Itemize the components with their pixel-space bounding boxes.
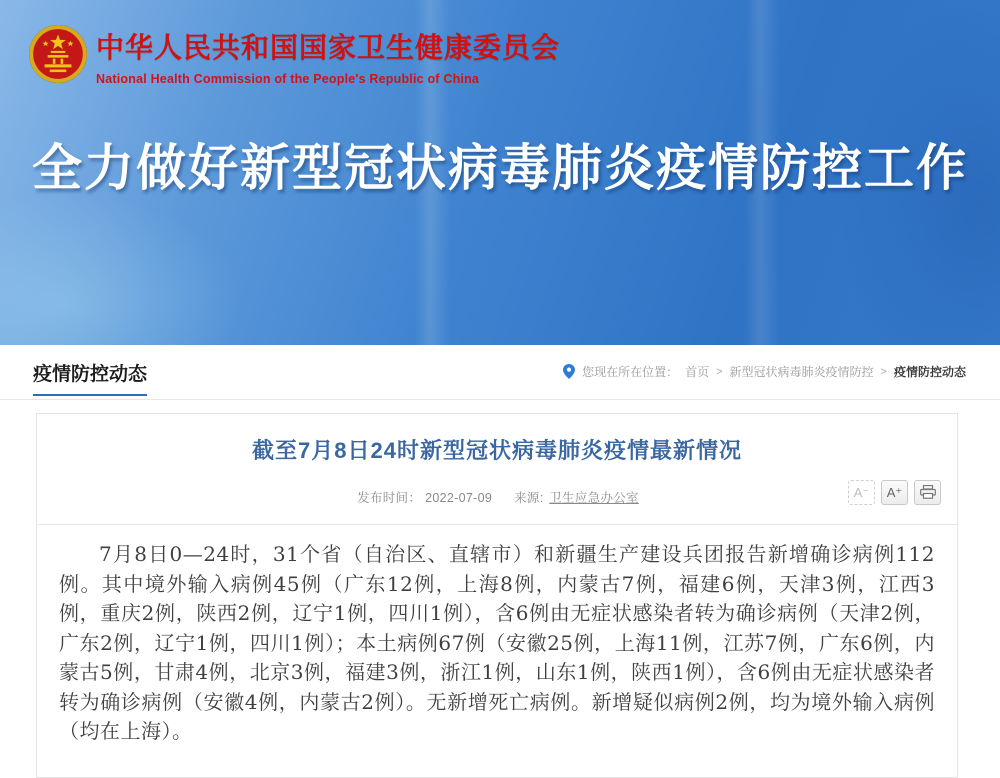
article-card: [36, 413, 958, 778]
source-link[interactable]: 卫生应急办公室: [549, 491, 639, 505]
publish-time-label: 发布时间：: [357, 491, 422, 505]
meta-divider: [37, 524, 957, 525]
article-body: 7月8日0—24时，31个省（自治区、直辖市）和新疆生产建设兵团报告新增确诊病例112例。其中境外输入病例45例（广东12例，上海8例，内蒙古7例，福建6例，天津3例，江西3例，重庆2例，陕西2例，辽宁1例，四川1例），含6例由无症状感染者转为确诊病例（天津2例，广东2例，辽宁1例，四川1例）；本土病例67例（安徽25例，上海11例，江苏7例，广东6例，内蒙古5例，甘肃4例，北京3例，福建3例，浙江1例，山东1例，陕西1例），含6例由无症状感染者转为确诊病例（安徽4例，内蒙古2例）。无新增死亡病例。新增疑似病例2例，均为境外输入病例（均在上海）。: [59, 542, 935, 743]
section-title: 疫情防控动态: [33, 359, 147, 396]
breadcrumb-section-link[interactable]: 新型冠状病毒肺炎疫情防控: [729, 365, 874, 379]
main-content: [0, 400, 1000, 778]
breadcrumb: [563, 363, 966, 380]
source-label: 来源:: [514, 491, 544, 505]
breadcrumb-label: 您现在所在位置：: [582, 365, 679, 379]
article-toolbar: [848, 480, 941, 505]
sub-navigation: [0, 345, 1000, 400]
font-increase-button[interactable]: A⁺: [881, 480, 908, 505]
breadcrumb-current: 疫情防控动态: [893, 365, 966, 379]
org-name-en: National Health Commission of the People's Republic of China: [96, 72, 480, 86]
publish-time-value: 2022-07-09: [425, 491, 493, 505]
breadcrumb-separator: >: [880, 365, 887, 378]
banner-slogan: 全力做好新型冠状病毒肺炎疫情防控工作: [32, 140, 968, 196]
breadcrumb-separator: >: [716, 365, 723, 378]
article-title: 截至7月8日24时新型冠状病毒肺炎疫情最新情况: [252, 438, 742, 463]
font-decrease-button[interactable]: A⁻: [848, 480, 875, 505]
article-meta-row: [37, 482, 957, 510]
site-header: [0, 0, 1000, 345]
location-pin-icon: [563, 364, 575, 379]
site-brand: [0, 0, 1000, 86]
brand-text: [96, 24, 560, 86]
org-name-cn: 中华人民共和国国家卫生健康委员会: [96, 32, 561, 63]
printer-icon: [920, 485, 936, 501]
national-emblem-icon: [28, 24, 88, 84]
print-button[interactable]: [914, 480, 941, 505]
article-meta: [37, 482, 957, 506]
breadcrumb-home-link[interactable]: 首页: [685, 365, 710, 379]
